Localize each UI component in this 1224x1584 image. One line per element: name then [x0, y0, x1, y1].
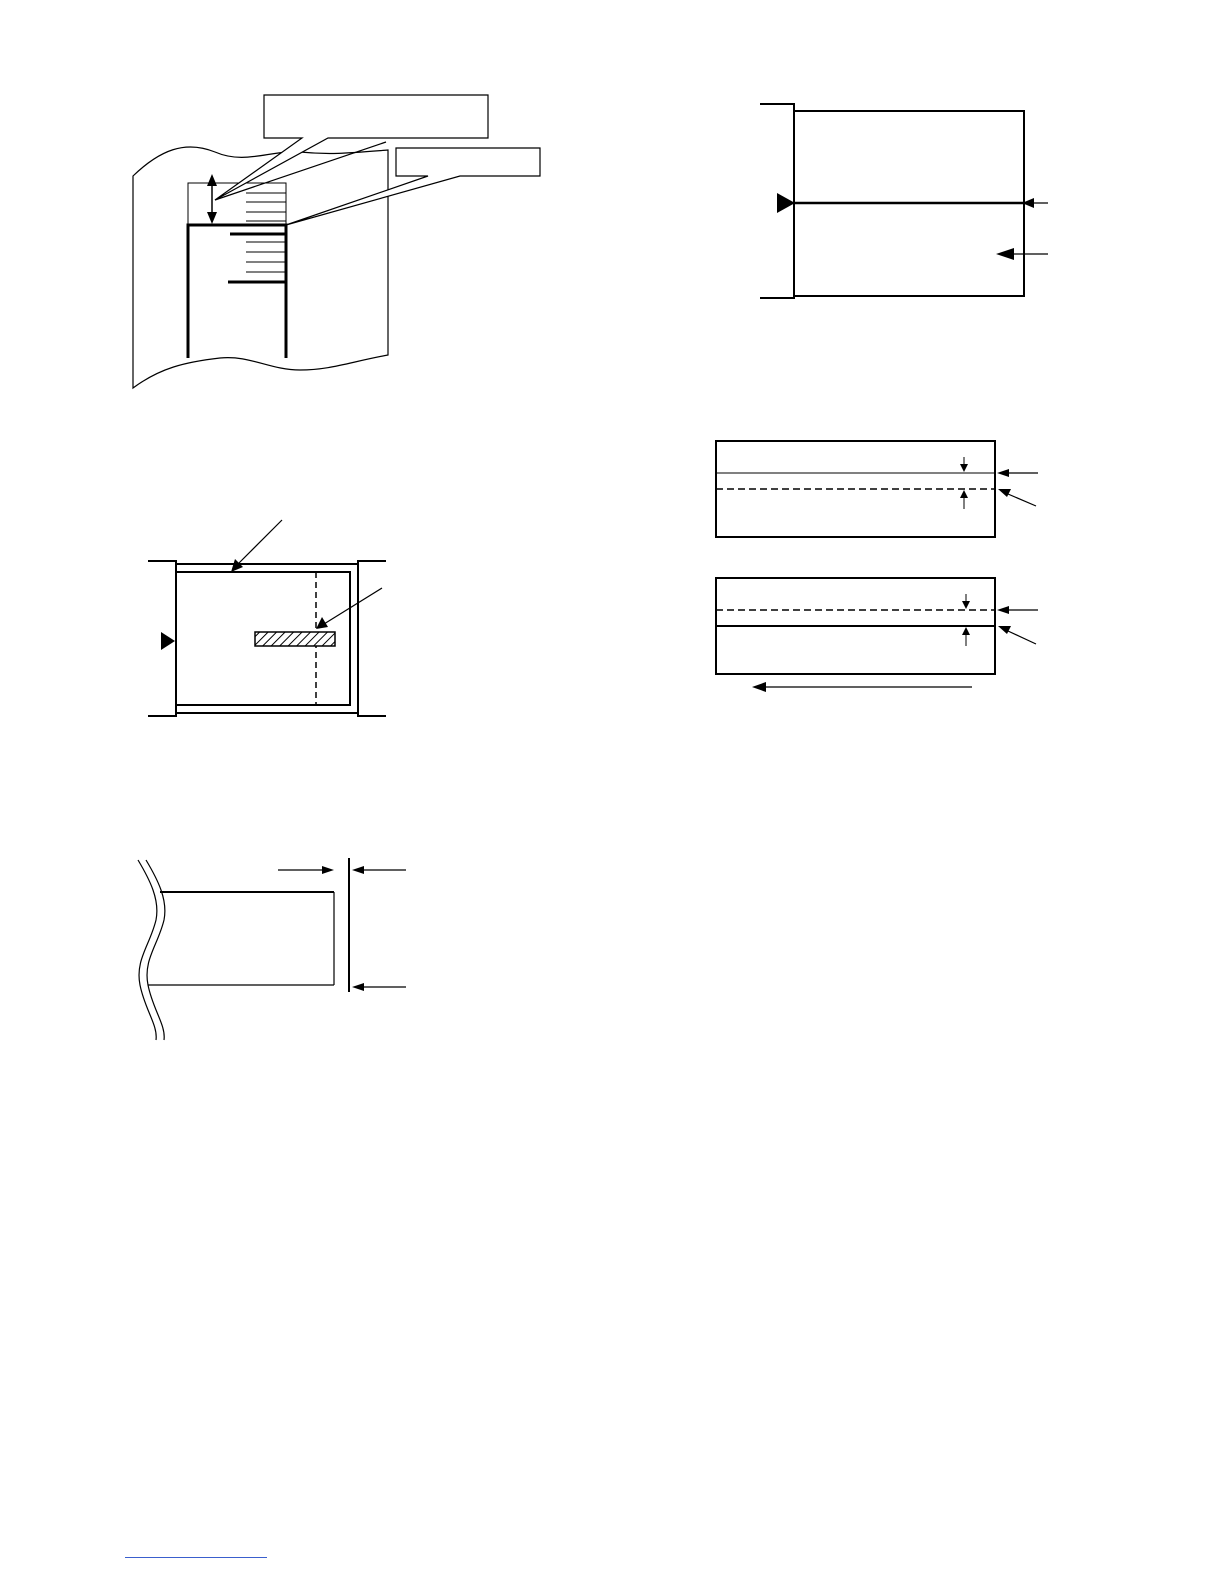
callout-box-2 — [286, 148, 540, 225]
arrow-pointer-icon — [998, 489, 1011, 497]
right-bracket — [358, 561, 386, 716]
hatched-area — [255, 632, 335, 646]
arrow-up-icon — [207, 174, 217, 186]
position-marker-icon — [161, 632, 175, 650]
position-marker-icon — [777, 193, 795, 213]
arrow-left-icon — [352, 866, 364, 874]
scale-box — [188, 183, 286, 225]
figure-middle-right — [716, 441, 1038, 692]
arrow-left-icon — [996, 248, 1014, 260]
arrow-up-icon — [962, 627, 970, 635]
figure-top-right — [760, 104, 1048, 298]
arrow-down-icon — [960, 464, 968, 472]
arrow-up-icon — [960, 490, 968, 498]
arrow-left-icon — [997, 469, 1009, 477]
arrow-down-icon — [207, 212, 217, 224]
arrow-left-icon — [997, 606, 1009, 614]
figure-top-left — [133, 95, 540, 388]
arrow-down-icon — [962, 601, 970, 609]
arrow-pointer-icon — [998, 626, 1011, 634]
arrow-left-icon — [352, 983, 364, 991]
footer-rule — [125, 1557, 267, 1558]
figure-bottom-left — [138, 858, 406, 1040]
direction-arrow-icon — [752, 682, 766, 692]
wavy-edge-outer — [138, 860, 157, 1040]
figure-middle-left — [148, 520, 386, 716]
arrow-right-icon — [322, 866, 334, 874]
document-frame — [188, 225, 286, 358]
